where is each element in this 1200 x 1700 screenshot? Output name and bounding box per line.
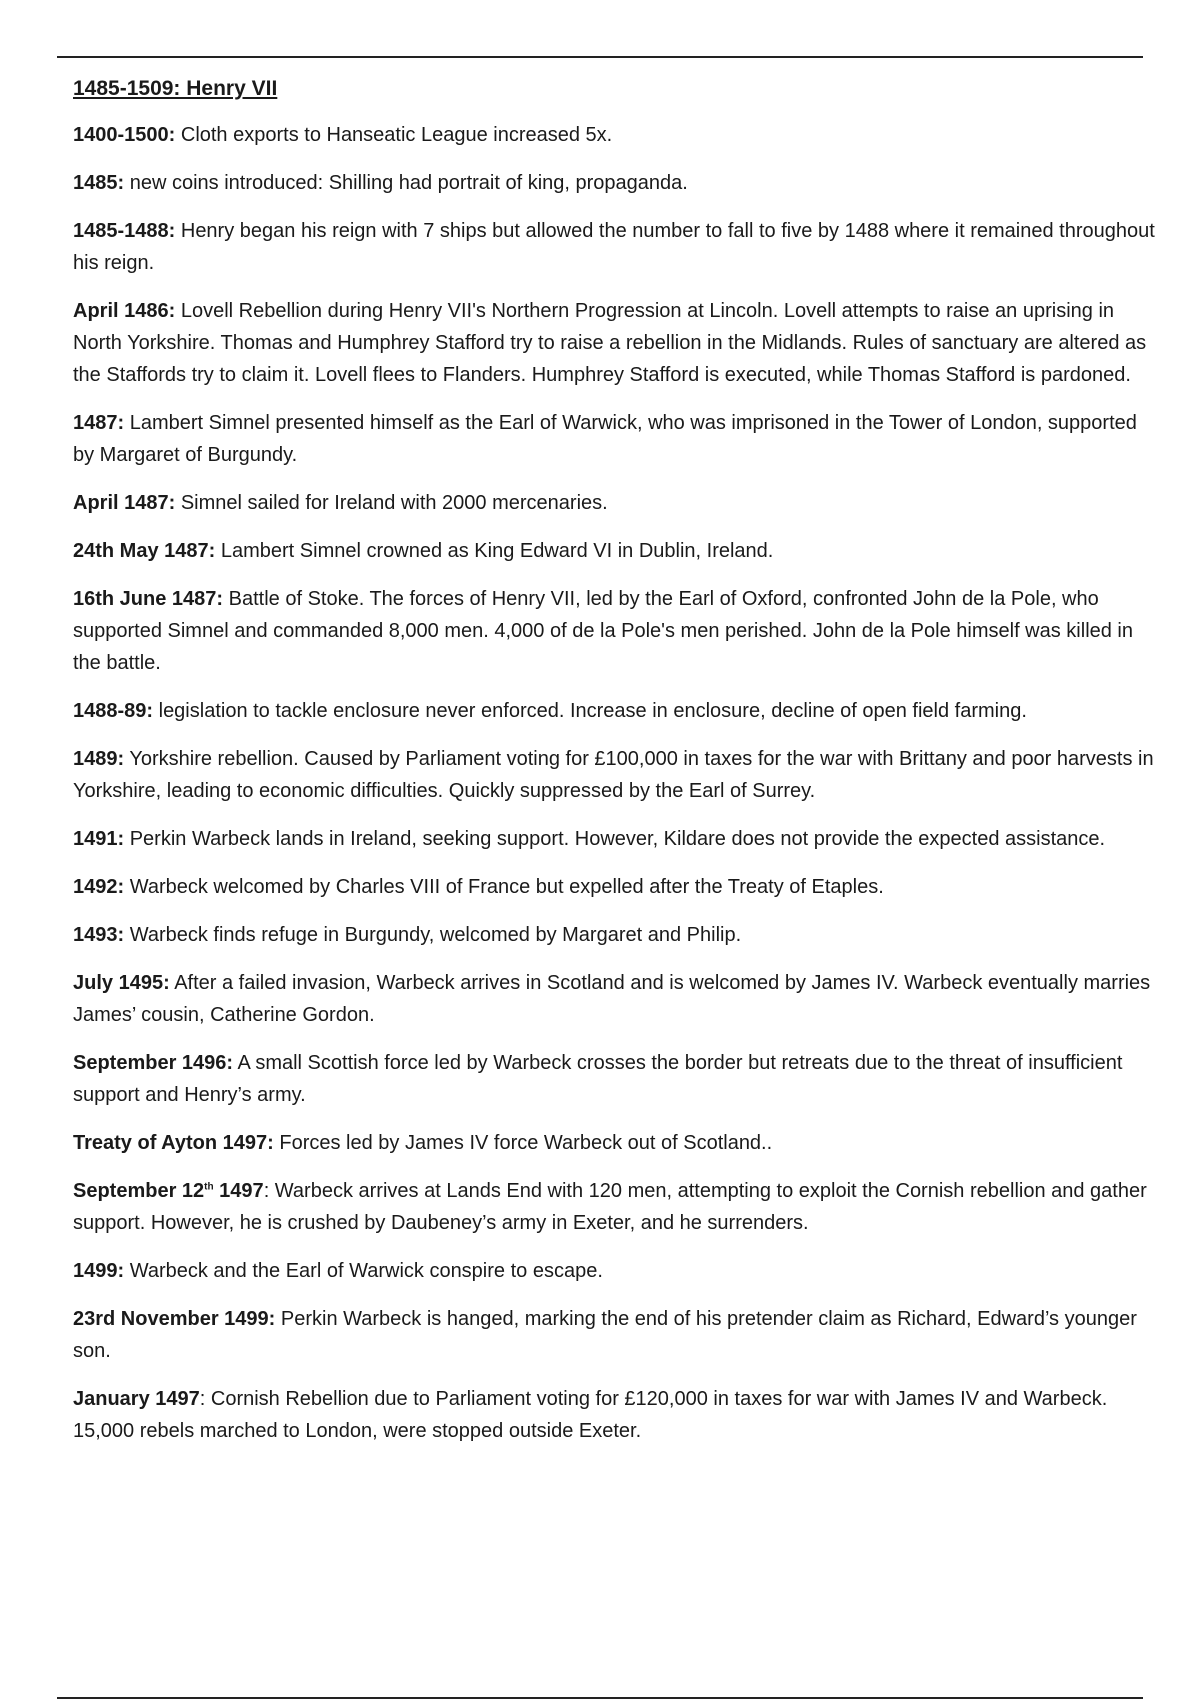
timeline-entry — [73, 215, 1163, 279]
timeline-entry — [73, 871, 1163, 903]
entry-text: Lovell Rebellion during Henry VII's Northern Progression at Lincoln. Lovell attempts to raise an uprising in North Yorkshire. Thomas and Humphrey Stafford try to raise a rebellion in the Midlands. Rules of sanctuary are altered as the Staffords try to claim it. Lovell flees to Flanders. Humphrey Stafford is executed, while Thomas Stafford is pardoned. — [73, 300, 1147, 386]
entry-date: July 1495: — [73, 972, 170, 994]
entry-text: Warbeck and the Earl of Warwick conspire to escape. — [124, 1260, 603, 1282]
entry-text: Lambert Simnel crowned as King Edward VI in Dublin, Ireland. — [215, 540, 774, 562]
entry-text: Perkin Warbeck lands in Ireland, seeking support. However, Kildare does not provide the expected assistance. — [124, 828, 1106, 850]
entry-date: April 1487: — [73, 492, 176, 514]
timeline-entry — [73, 967, 1163, 1031]
entry-text: legislation to tackle enclosure never enforced. Increase in enclosure, decline of open field farming. — [153, 700, 1027, 722]
timeline-entry — [73, 823, 1163, 855]
entry-date: 1488-89: — [73, 700, 154, 722]
timeline-entry — [73, 1255, 1163, 1287]
entry-date: 1492: — [73, 876, 125, 898]
entry-date: September 1496: — [73, 1052, 234, 1074]
entry-date-year: 1497 — [213, 1180, 264, 1202]
entry-date: April 1486: — [73, 300, 176, 322]
timeline-entry — [73, 295, 1163, 391]
entry-date: January 1497 — [73, 1388, 200, 1410]
timeline-entry — [73, 487, 1163, 519]
timeline-entry — [73, 535, 1163, 567]
bottom-divider — [57, 1697, 1143, 1699]
timeline-entry — [73, 1047, 1163, 1111]
entry-text: Lambert Simnel presented himself as the Earl of Warwick, who was imprisoned in the Tower of London, supported by Margaret of Burgundy. — [73, 412, 1137, 466]
entry-text: Yorkshire rebellion. Caused by Parliament voting for £100,000 in taxes for the war with Brittany and poor harvests in Yorkshire, leading to economic difficulties. Quickly suppressed by the Earl of Surrey. — [73, 748, 1154, 802]
entry-text: Forces led by James IV force Warbeck out of Scotland.. — [273, 1132, 773, 1154]
entry-date: 1499: — [73, 1260, 125, 1282]
ordinal-suffix: th — [204, 1181, 214, 1193]
document-page — [73, 74, 1163, 1463]
top-divider — [57, 56, 1143, 58]
timeline-entry — [73, 919, 1163, 951]
entry-text: After a failed invasion, Warbeck arrives in Scotland and is welcomed by James IV. Warbeck eventually marries James’ cousin, Catherine Gordon. — [73, 972, 1151, 1026]
entry-text: Perkin Warbeck is hanged, marking the end of his pretender claim as Richard, Edward’s younger son. — [73, 1308, 1137, 1362]
entry-text: : Warbeck arrives at Lands End with 120 men, attempting to exploit the Cornish rebellion and gather support. However, he is crushed by Daubeney’s army in Exeter, and he surrenders. — [73, 1180, 1147, 1234]
timeline-entry — [73, 119, 1163, 151]
entry-text: Warbeck finds refuge in Burgundy, welcomed by Margaret and Philip. — [124, 924, 742, 946]
timeline-entry — [73, 1303, 1163, 1367]
entry-date: 1487: — [73, 412, 125, 434]
timeline-entry — [73, 743, 1163, 807]
entry-date: 1493: — [73, 924, 125, 946]
entry-date: Treaty of Ayton 1497: — [73, 1132, 274, 1154]
timeline-entry — [73, 167, 1163, 199]
entry-text: : Cornish Rebellion due to Parliament voting for £120,000 in taxes for war with James IV and Warbeck. 15,000 rebels marched to London, were stopped outside Exeter. — [73, 1388, 1108, 1442]
timeline-entry — [73, 1127, 1163, 1159]
timeline-entry — [73, 407, 1163, 471]
entry-date: 23rd November 1499: — [73, 1308, 276, 1330]
entry-text: Battle of Stoke. The forces of Henry VII, led by the Earl of Oxford, confronted John de la Pole, who supported Simnel and commanded 8,000 men. 4,000 of de la Pole's men perished. John de la Pole himself was killed in the battle. — [73, 588, 1133, 674]
entry-date-main: September 12 — [73, 1180, 205, 1202]
timeline-entry — [73, 1383, 1163, 1447]
document-title: 1485-1509: Henry VII — [73, 77, 278, 100]
timeline-entry — [73, 583, 1163, 679]
entry-text: new coins introduced: Shilling had portrait of king, propaganda. — [124, 172, 688, 194]
entry-date: 1491: — [73, 828, 125, 850]
entry-date: 1485: — [73, 172, 125, 194]
entry-text: A small Scottish force led by Warbeck crosses the border but retreats due to the threat of insufficient support and Henry’s army. — [73, 1052, 1123, 1106]
entry-text: Warbeck welcomed by Charles VIII of France but expelled after the Treaty of Etaples. — [124, 876, 884, 898]
entry-text: Cloth exports to Hanseatic League increased 5x. — [175, 124, 613, 146]
entry-text: Simnel sailed for Ireland with 2000 mercenaries. — [175, 492, 608, 514]
timeline-entry — [73, 1175, 1163, 1239]
entry-text: Henry began his reign with 7 ships but allowed the number to fall to five by 1488 where it remained throughout his reign. — [73, 220, 1155, 274]
entry-date: 1489: — [73, 748, 125, 770]
entry-date: 24th May 1487: — [73, 540, 216, 562]
entry-date: 16th June 1487: — [73, 588, 224, 610]
timeline-entry — [73, 695, 1163, 727]
entry-date: 1400-1500: — [73, 124, 176, 146]
entry-date — [73, 1180, 264, 1202]
entry-date: 1485-1488: — [73, 220, 176, 242]
